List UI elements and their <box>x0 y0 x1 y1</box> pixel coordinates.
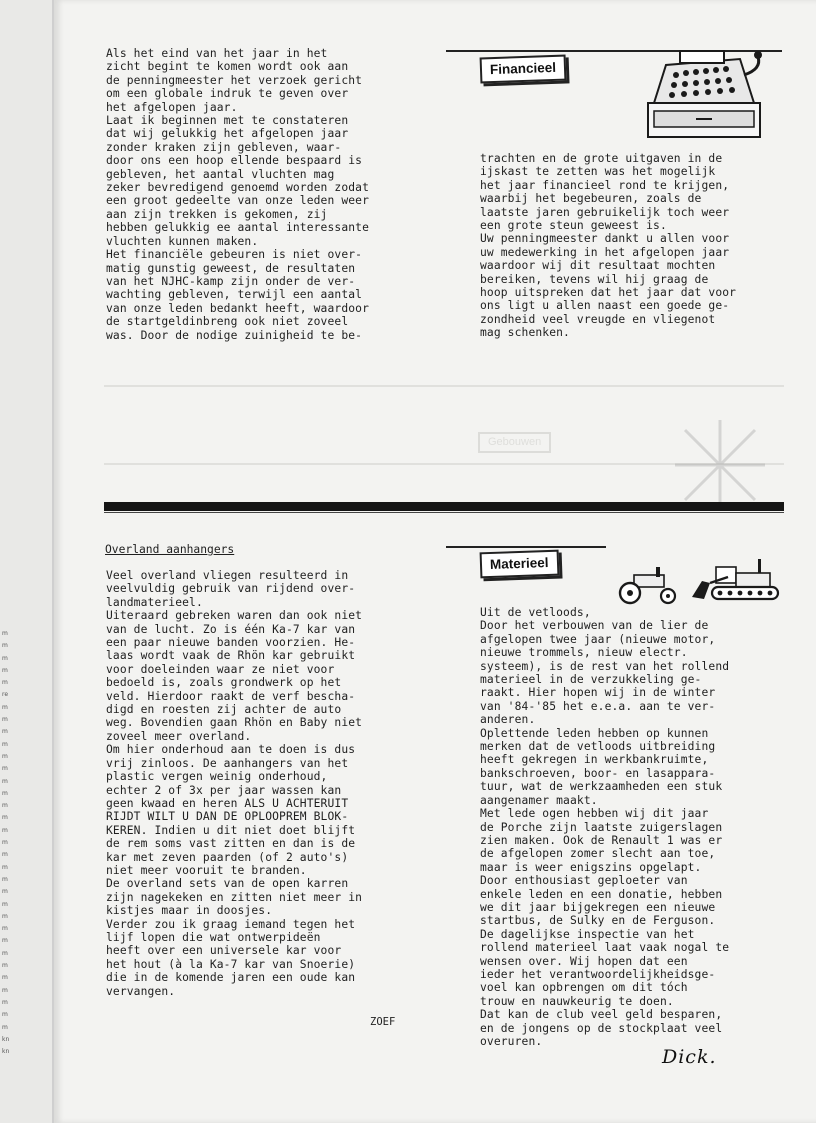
materieel-signature: Dick. <box>662 1046 717 1068</box>
materieel-banner-rule <box>446 546 606 548</box>
materieel-column: Uit de vetloods, Door het verbouwen van de lier de afgelopen twee jaar (nieuwe motor, nieuwe trommels, nieuw electr. systeem), is de rest van het rollend materieel in de verzukkeling ge- raakt. Hier hopen wij in de winter van '84-'85 het e.e.a. aan te ver- anderen. Oplettende leden hebben op kunnen merken dat de vetloods uitbreiding heeft gekregen in werkbankruimte, bankschroeven, boor- en lasappara- tuur, wat de werkzaamheden een stuk aangenamer maakt. Met lede ogen hebben wij dit jaar de Porche zijn laatste zuigerslagen zien maken. Ook de Renault 1 was er de afgelopen zomer slecht aan toe, maar is weer enigszins opgelapt. Door enthousiast geploeter van enkele leden en een donatie, hebben we dit jaar bijgekregen een nieuwe startbus, de Sulky en de Ferguson. De dagelijkse inspectie van het rollend materieel laat vaak nogal te wensen over. Wij hopen dat een ieder het verantwoordelijkheidsge- voel kan opbrengen om dit tóch trouw en nauwkeurig te doen. Dat kan de club veel geld besparen, en de jongens op de stockplaat veel overuren. <box>480 606 730 1048</box>
overland-column: Veel overland vliegen resulteerd in veelvuldig gebruik van rijdend over- landmaterieel. Uiteraard gebreken waren dan ook niet van de lucht. Zo is één Ka-7 kar van een paar nieuwe banden voorzien. He- laas wordt vaak de Rhön kar gebruikt voor doeleinden waar ze niet voor bedoeld is, zoals grondwerk op het veld. Hierdoor raakt de verf bescha- digd en roesten zij achter de auto weg. Bovendien gaan Rhön en Baby niet zoveel meer overland. Om hier onderhoud aan te doen is dus vrij zinloos. De aanhangers van het plastic vergen weinig onderhoud, echter 2 of 3x per jaar wassen kan geen kwaad en heren ALS U ACHTERUIT RIJDT WILT U DAN DE OPLOOPREM BLOK- KEREN. Indien u dit niet doet blijft de rem soms vast zitten en dan is de kar met zeven paarden (of 2 auto's) niet meer vooruit te branden. De overland sets van de open karren zijn nagekeken en zitten niet meer in kistjes maar in doosjes. Verder zou ik graag iemand tegen het lijf lopen die wat ontwerpideën heeft over een universele kar voor het hout (à la Ka-7 kar van Snoerie) die in de komende jaren een oude kan vervangen. <box>106 569 363 998</box>
financieel-right-column: trachten en de grote uitgaven in de ijskast te zetten was het mogelijk het jaar financieel rond te krijgen, waarbij het begebeuren, zoals de laatste jaren gebruikelijk toch weer een grote steun geweest is. Uw penningmeester dankt u allen voor uw medewerking in het afgelopen jaar waardoor wij dit resultaat mochten bereiken, tevens wil hij graag de hoop uitspreken dat het jaar dat voor ons ligt u allen naast een goede ge- zondheid veel vreugde en vliegenot mag schenken. <box>480 152 737 340</box>
overland-heading: Overland aanhangers <box>105 543 235 556</box>
binding-spine <box>0 0 52 1123</box>
financieel-banner: Financieel <box>480 55 567 84</box>
ghost-gebouwen-banner: Gebouwen <box>478 432 551 453</box>
materieel-banner: Materieel <box>480 550 559 579</box>
cash-register-illustration <box>640 45 770 145</box>
overland-signature: ZOEF <box>370 1016 396 1028</box>
section-divider <box>104 502 784 511</box>
tractor-illustration <box>616 565 680 605</box>
spine-page-marks: m m m m m re m m m m m m m m m m m m m m m m m m m m m m m m m m m kn kn <box>2 630 10 1056</box>
bulldozer-illustration <box>688 553 784 605</box>
section-divider-thin <box>104 512 784 513</box>
ghost-rule-top <box>104 385 784 387</box>
financieel-left-column: Als het eind van het jaar in het zicht begint te komen wordt ook aan de penningmeester het verzoek gericht om een globale indruk te geven over het afgelopen jaar. Laat ik beginnen met te constateren dat wij gelukkig het afgelopen jaar zonder kraken zijn gebleven, waar- door ons een hoop ellende bespaard is gebleven, het aantal vluchten mag zeker bevredigend genoemd worden zodat een groot gedeelte van onze leden weer aan zijn trekken is gekomen, zij hebben gelukkig ee aantal interessante vluchten kunnen maken. Het financiële gebeuren is niet over- matig gunstig geweest, de resultaten van het NJHC-kamp zijn onder de ver- wachting gebleven, terwijl een aantal van onze leden bedankt heeft, waardoor de startgeldinbreng ook niet zoveel was. Door de nodige zuinigheid te be- <box>106 47 370 342</box>
